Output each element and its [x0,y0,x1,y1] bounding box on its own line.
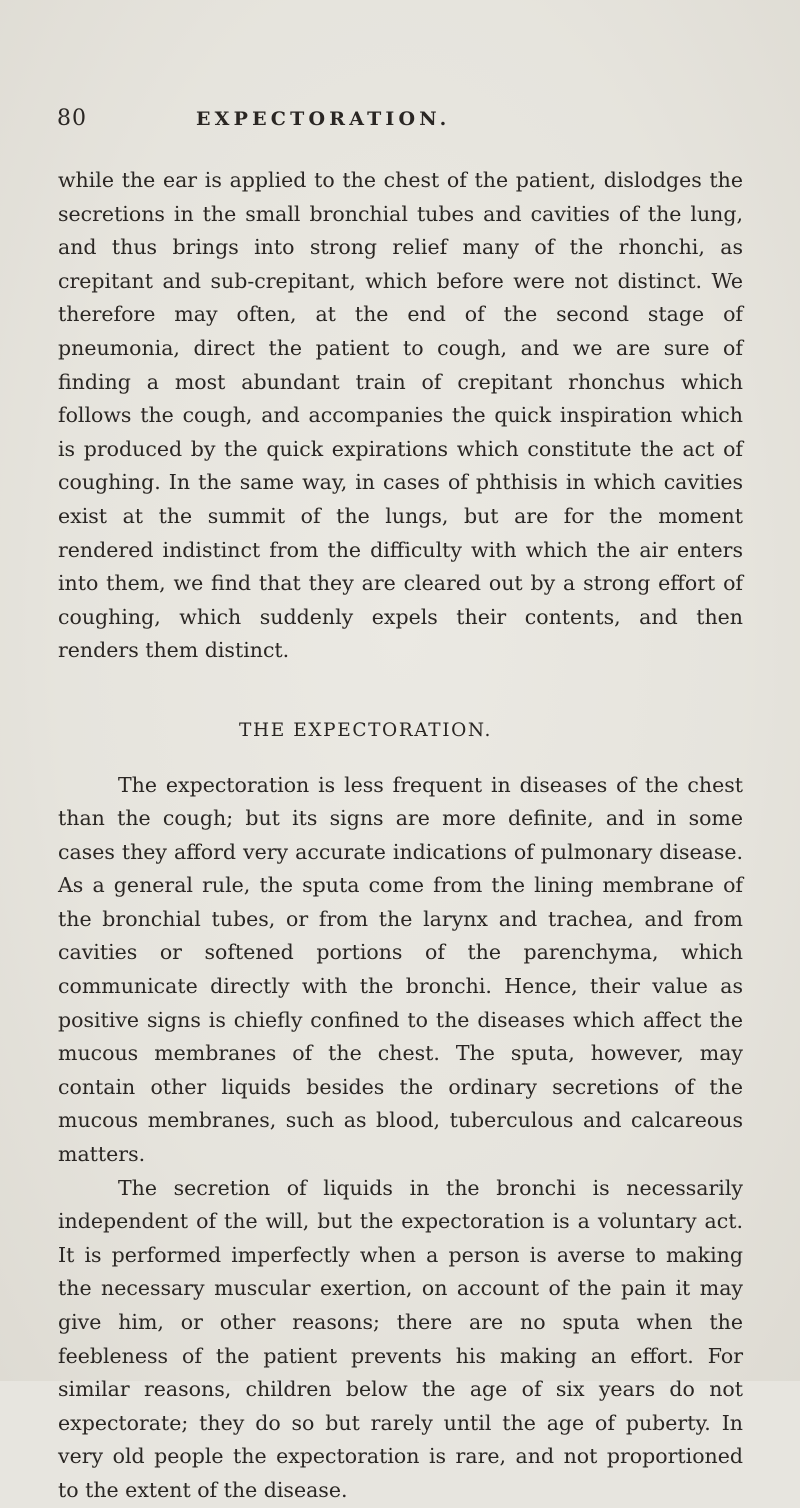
body-text [58,164,743,1508]
page-number: 80 [57,106,87,131]
paragraph-cough-continued: while the ear is applied to the chest of the patient, dislodges the secretions in the small bronchial tubes and cavities of the lung, and thus brings into strong relief many of the rhonchi, as crepitant and sub-crepitant, which before were not distinct. We therefore may often, at the end of the second stage of pneumonia, direct the patient to cough, and we are sure of finding a most abundant train of crepitant rhonchus which follows the cough, and accompanies the quick inspiration which is produced by the quick expirations which constitute the act of coughing. In the same way, in cases of phthisis in which cavities exist at the summit of the lungs, but are for the moment rendered indistinct from the difficulty with which the air enters into them, we find that they are cleared out by a strong effort of coughing, which suddenly expels their contents, and then renders them distinct. [58,168,743,663]
paragraph-secretion: The secretion of liquids in the bronchi is necessarily independent of the will, but the expectoration is a voluntary act. It is performed imperfectly when a person is averse to making the necessary muscular exertion, on account of the pain it may give him, or other reasons; there are no sputa when the feebleness of the patient prevents his making an effort. For similar reasons, children below the age of six years do not expectorate; they do so but rarely until the age of puberty. In very old people the expectoration is rare, and not proportioned to the extent of the disease. [58,1175,743,1502]
paragraph-expectoration: The expectoration is less frequent in diseases of the chest than the cough; but its signs are more definite, and in some cases they afford very accurate indications of pulmonary disease. As a general rule, the sputa come from the lining membrane of the bronchial tubes, or from the larynx and trachea, and from cavities or softened portions of the parenchyma, which communicate directly with the bronchi. Hence, their value as positive signs is chiefly confined to the diseases which affect the mucous membranes of the chest. The sputa, however, may contain other liquids besides the ordinary secretions of the mucous membranes, such as blood, tuberculous and calcareous matters. [58,772,743,1167]
section-heading: THE EXPECTORATION. [239,719,492,741]
running-head [57,106,757,146]
running-title: EXPECTORATION. [196,108,451,130]
